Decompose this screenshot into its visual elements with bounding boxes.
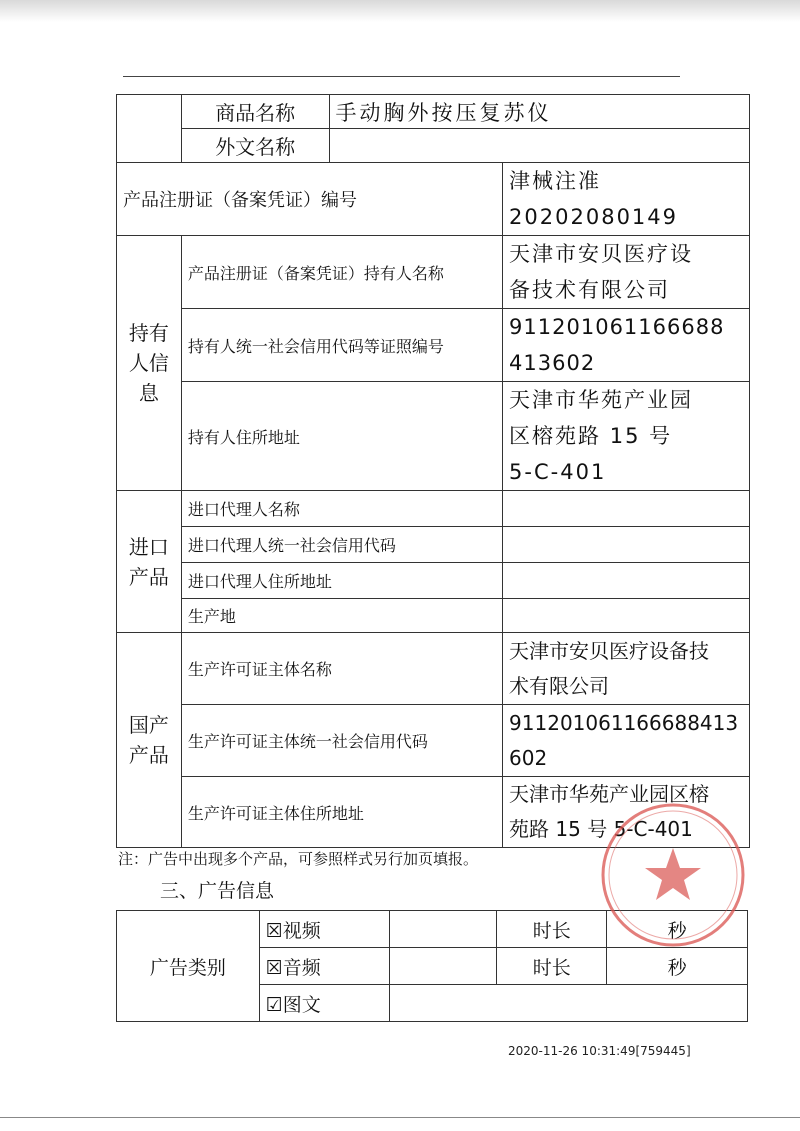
import-group-label — [117, 491, 182, 633]
row-registration — [117, 163, 750, 236]
import-agent-address-label: 进口代理人住所地址 — [181, 563, 502, 599]
product-name-value: 手动胸外按压复苏仪 — [329, 95, 749, 129]
group-line: 进口 — [128, 534, 169, 559]
duration-unit: 秒 — [607, 948, 748, 985]
license-name-label: 生产许可证主体名称 — [181, 633, 502, 705]
value-line: 5-C-401 — [509, 460, 607, 484]
group-line: 持有 — [128, 321, 169, 345]
blank-cell — [117, 95, 182, 163]
foreign-name-value — [329, 129, 749, 163]
top-rule — [123, 76, 680, 77]
ad-category-label: 广告类别 — [117, 911, 260, 1022]
value-line: 天津市安贝医疗设备技 — [509, 638, 710, 663]
row-import-agent-credit — [117, 527, 750, 563]
value-line: 苑路 15 号 5-C-401 — [509, 817, 693, 841]
footnote: 注：广告中出现多个产品，可参照样式另行加页填报。 — [118, 850, 479, 868]
value-line: 天津市华苑产业园区榕 — [509, 782, 710, 806]
value-line: 天津市华苑产业园 — [509, 388, 694, 412]
blank-cell — [389, 948, 497, 985]
license-credit-value — [503, 705, 750, 777]
registration-value — [503, 163, 750, 236]
scan-top-shadow — [0, 0, 800, 22]
origin-label: 生产地 — [181, 599, 502, 633]
row-license-name — [117, 633, 750, 705]
holder-group-label — [117, 236, 182, 491]
import-agent-name-label: 进口代理人名称 — [181, 491, 502, 527]
value-line: 602 — [509, 745, 548, 770]
blank-cell — [389, 911, 497, 948]
value-line: 术有限公司 — [509, 673, 610, 698]
section-title: 三、广告信息 — [160, 880, 275, 902]
ad-option-video[interactable]: ☒视频 — [259, 911, 389, 948]
row-product-name — [117, 95, 750, 129]
import-agent-credit-label: 进口代理人统一社会信用代码 — [181, 527, 502, 563]
duration-label: 时长 — [497, 948, 607, 985]
row-holder-address — [117, 382, 750, 491]
value-line: 91120106116668841​3 — [509, 710, 739, 735]
row-license-credit — [117, 705, 750, 777]
import-agent-address-value — [503, 563, 750, 599]
registration-value-line: 津械注准 — [509, 169, 602, 193]
domestic-group-label — [117, 633, 182, 848]
license-name-value — [503, 633, 750, 705]
holder-credit-value — [503, 309, 750, 382]
value-line: 911201061166688 — [509, 315, 725, 339]
blank-cell — [389, 985, 747, 1022]
duration-unit: 秒 — [607, 911, 748, 948]
row-foreign-name — [117, 129, 750, 163]
license-address-label: 生产许可证主体住所地址 — [181, 777, 502, 848]
origin-value — [503, 599, 750, 633]
ad-option-graphic[interactable]: ☑图文 — [259, 985, 389, 1022]
product-name-label: 商品名称 — [181, 95, 329, 129]
group-line: 人信 — [128, 351, 169, 375]
holder-credit-label: 持有人统一社会信用代码等证照编号 — [181, 309, 502, 382]
company-seal-stamp — [598, 800, 748, 950]
foreign-name-label: 外文名称 — [181, 129, 329, 163]
group-line: 产品 — [128, 564, 169, 589]
registration-label: 产品注册证（备案凭证）编号 — [117, 163, 503, 236]
holder-address-value — [503, 382, 750, 491]
value-line: 天津市安贝医疗设 — [509, 242, 694, 266]
group-line: 产品 — [128, 743, 169, 767]
holder-name-label: 产品注册证（备案凭证）持有人名称 — [181, 236, 502, 309]
value-line: 413602 — [509, 351, 596, 375]
value-line: 区榕苑路 15 号 — [509, 424, 673, 448]
import-agent-name-value — [503, 491, 750, 527]
group-line: 息 — [138, 381, 159, 405]
bottom-rule — [0, 1117, 800, 1118]
row-import-agent-address — [117, 563, 750, 599]
import-agent-credit-value — [503, 527, 750, 563]
ad-option-audio[interactable]: ☒音频 — [259, 948, 389, 985]
row-holder-credit — [117, 309, 750, 382]
row-import-agent-name — [117, 491, 750, 527]
group-line: 国产 — [128, 713, 169, 737]
timestamp: 2020-11-26 10:31:49[759445] — [508, 1044, 691, 1058]
license-credit-label: 生产许可证主体统一社会信用代码 — [181, 705, 502, 777]
value-line: 备技术有限公司 — [509, 278, 671, 302]
row-origin — [117, 599, 750, 633]
holder-address-label: 持有人住所地址 — [181, 382, 502, 491]
holder-name-value — [503, 236, 750, 309]
product-info-table — [116, 94, 750, 848]
registration-value-line: 20202080149 — [509, 205, 679, 229]
row-holder-name — [117, 236, 750, 309]
duration-label: 时长 — [497, 911, 607, 948]
